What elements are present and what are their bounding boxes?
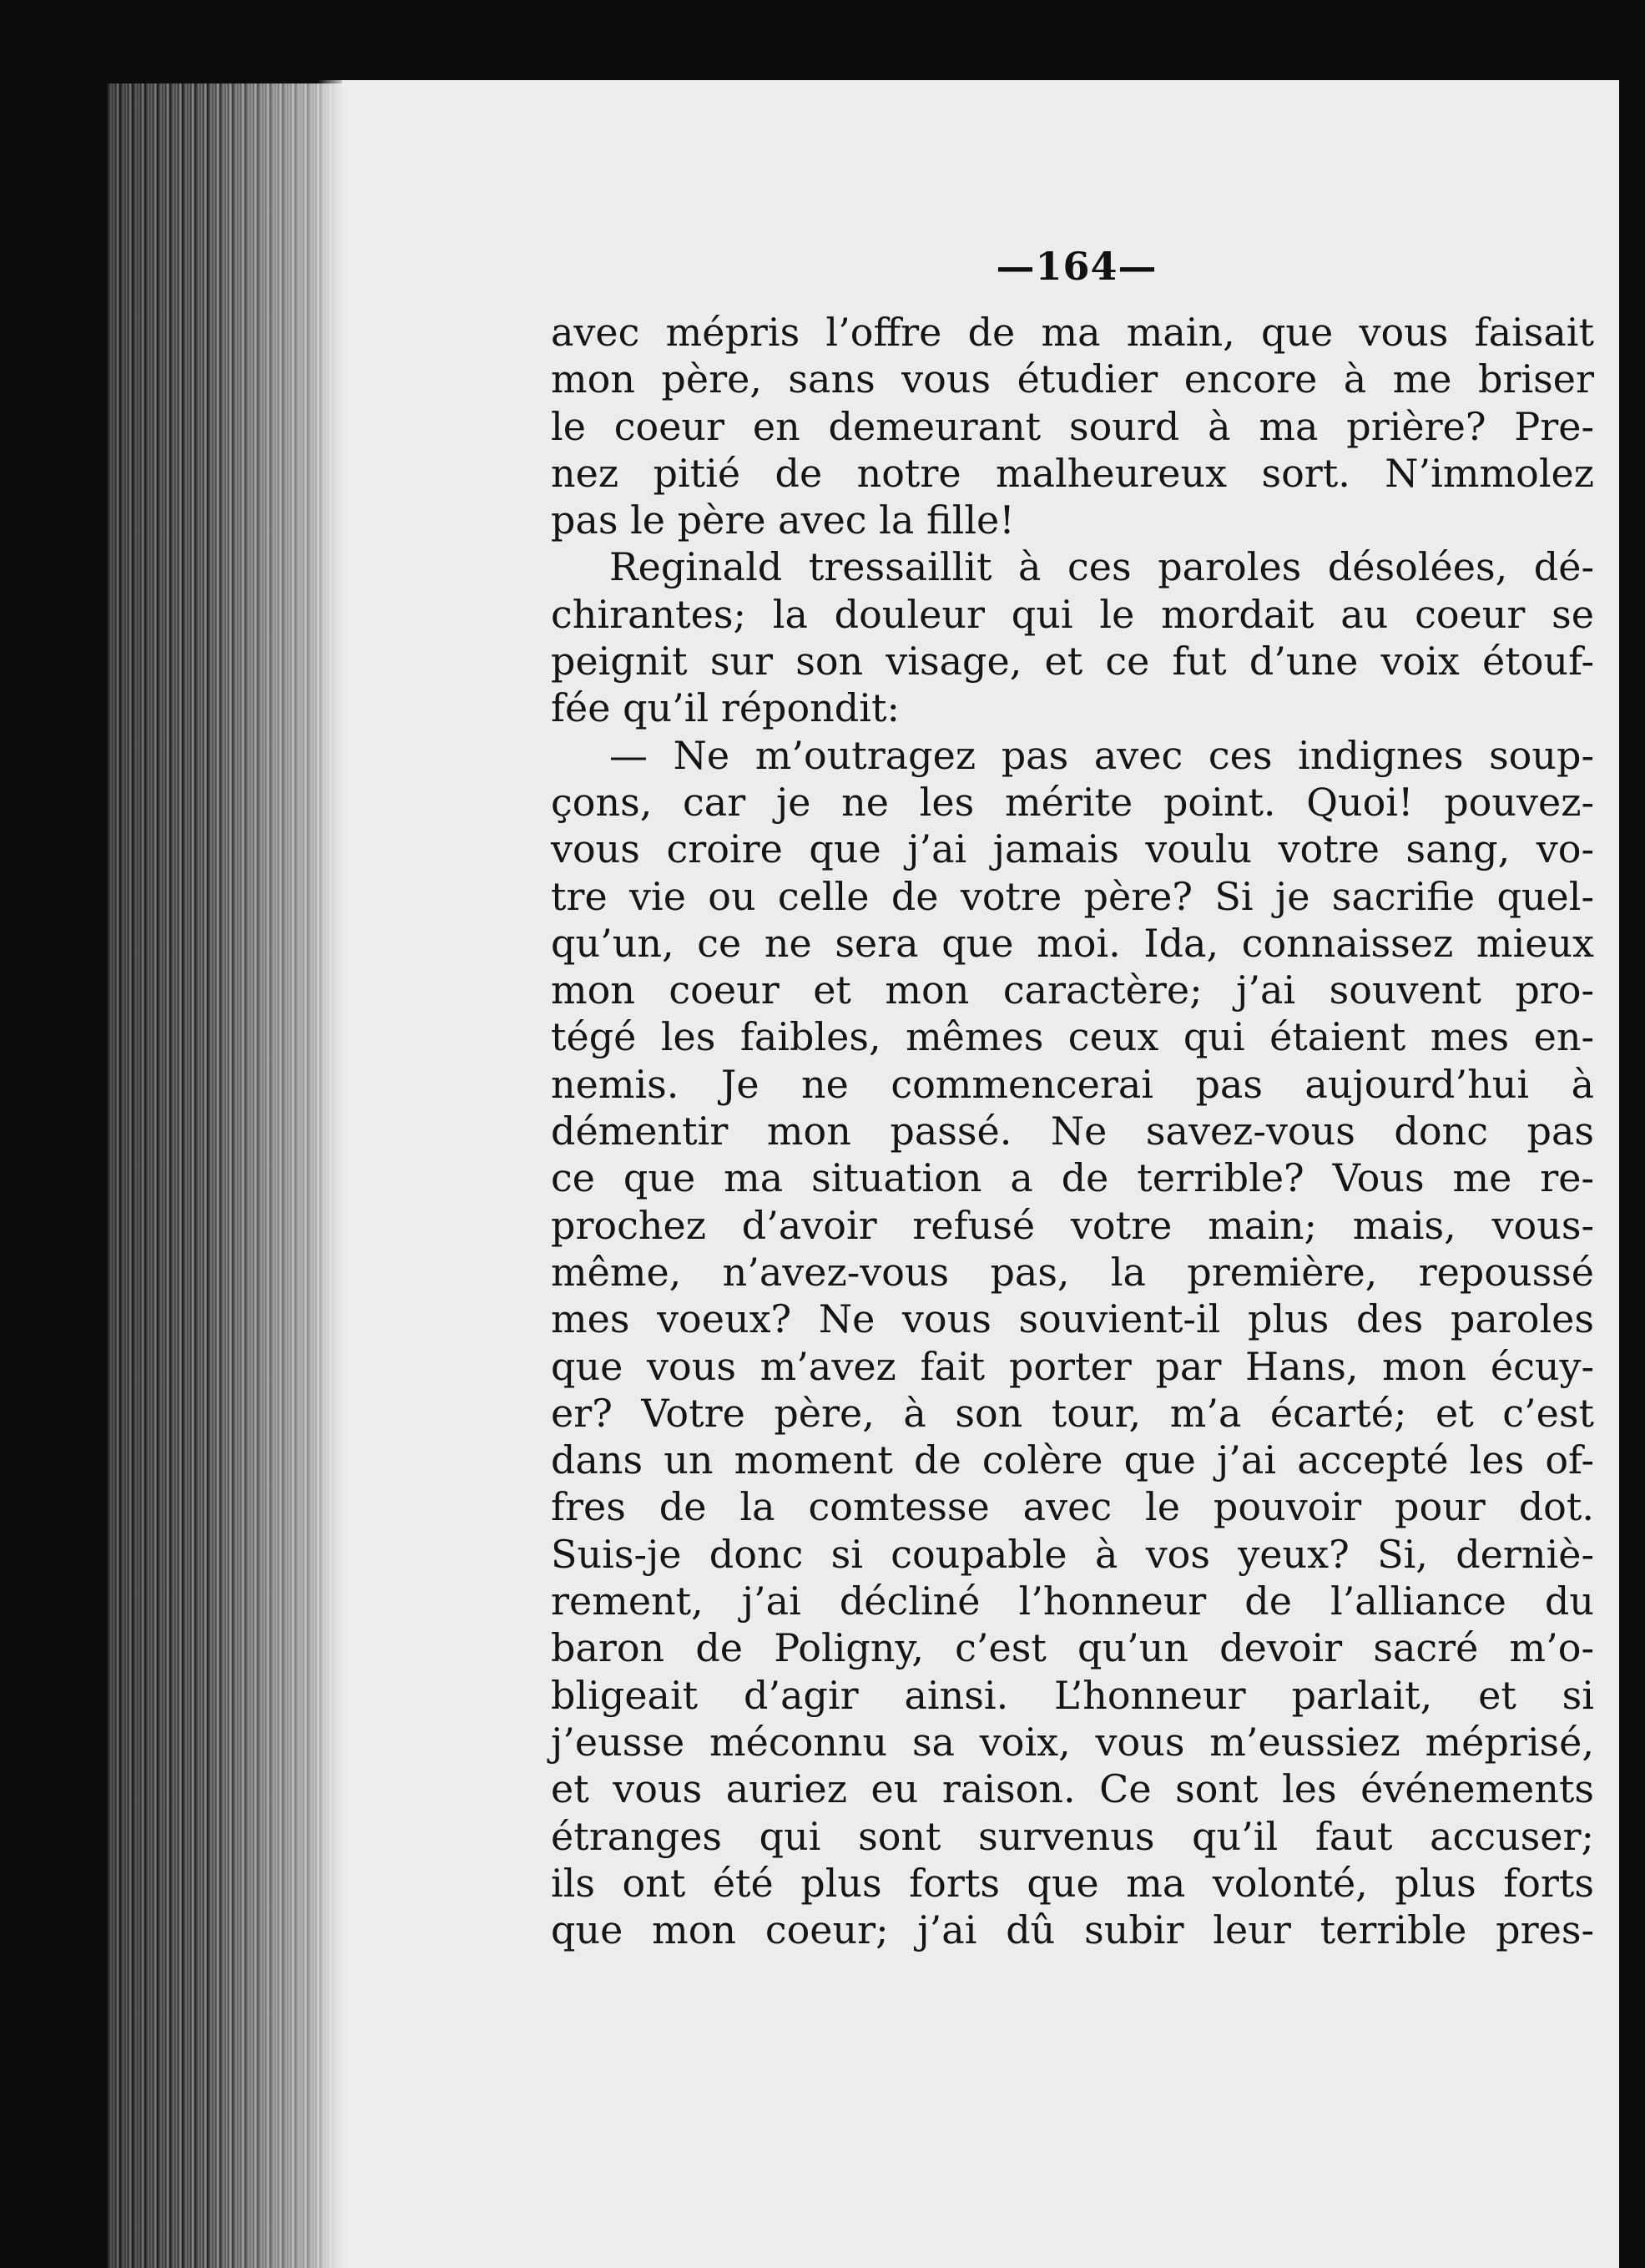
text-line: rement, j’ai décliné l’honneur de l’alliance du <box>551 1579 1594 1624</box>
text-line: ils ont été plus forts que ma volonté, plus forts <box>551 1860 1594 1906</box>
text-line: Suis-je donc si coupable à vos yeux? Si, derniè- <box>551 1531 1594 1577</box>
text-line: même, n’avez-vous pas, la première, repoussé <box>551 1249 1594 1295</box>
text-line: démentir mon passé. Ne savez-vous donc pas <box>551 1109 1594 1154</box>
text-line: mes voeux? Ne vous souvient-il plus des paroles <box>551 1296 1594 1342</box>
scan-border <box>1620 0 1645 2268</box>
text-line: le coeur en demeurant sourd à ma prière? Pre- <box>551 403 1594 449</box>
text-line: que mon coeur; j’ai dû subir leur terrible pres- <box>551 1907 1594 1953</box>
text-line: ce que ma situation a de terrible? Vous me re- <box>551 1155 1594 1201</box>
text-line: çons, car je ne les mérite point. Quoi! pouvez- <box>551 779 1594 825</box>
text-line: avec mépris l’offre de ma main, que vous faisait <box>551 310 1594 355</box>
text-line: vous croire que j’ai jamais voulu votre sang, vo- <box>551 826 1594 872</box>
text-line: prochez d’avoir refusé votre main; mais, vous- <box>551 1202 1594 1248</box>
text-line: que vous m’avez fait porter par Hans, mon écuy- <box>551 1343 1594 1389</box>
text-line: j’eusse méconnu sa voix, vous m’eussiez méprisé, <box>551 1719 1594 1765</box>
text-line: dans un moment de colère que j’ai accepté les of- <box>551 1437 1594 1483</box>
text-line: fres de la comtesse avec le pouvoir pour dot. <box>551 1484 1594 1530</box>
text-line: er? Votre père, à son tour, m’a écarté; et c’est <box>551 1390 1594 1436</box>
text-line: étranges qui sont survenus qu’il faut accuser; <box>551 1813 1594 1859</box>
text-line: peignit sur son visage, et ce fut d’une voix étouf- <box>551 639 1594 684</box>
text-line: et vous auriez eu raison. Ce sont les événements <box>551 1766 1594 1812</box>
text-line: tégé les faibles, mêmes ceux qui étaient mes en- <box>551 1014 1594 1060</box>
page-number: —164— <box>996 244 1158 289</box>
text-line: — Ne m’outragez pas avec ces indignes soup- <box>609 732 1594 778</box>
text-line: chirantes; la douleur qui le mordait au coeur se <box>551 591 1594 637</box>
text-line: tre vie ou celle de votre père? Si je sacrifie quel- <box>551 873 1594 919</box>
text-line: qu’un, ce ne sera que moi. Ida, connaissez mieux <box>551 920 1594 966</box>
text-line: mon père, sans vous étudier encore à me briser <box>551 356 1594 402</box>
text-line: mon coeur et mon caractère; j’ai souvent pro- <box>551 967 1594 1013</box>
body-text <box>551 309 1594 1953</box>
text-line: pas le père avec la fille! <box>551 498 1015 543</box>
text-line: bligeait d’agir ainsi. L’honneur parlait, et si <box>551 1672 1594 1718</box>
text-line: Reginald tressaillit à ces paroles désolées, dé- <box>609 544 1594 590</box>
text-line: nemis. Je ne commencerai pas aujourd’hui à <box>551 1061 1594 1107</box>
text-line: nez pitié de notre malheureux sort. N’immolez <box>551 450 1594 496</box>
text-line: fée qu’il répondit: <box>551 685 900 731</box>
text-line: baron de Poligny, c’est qu’un devoir sacré m’o- <box>551 1625 1594 1671</box>
